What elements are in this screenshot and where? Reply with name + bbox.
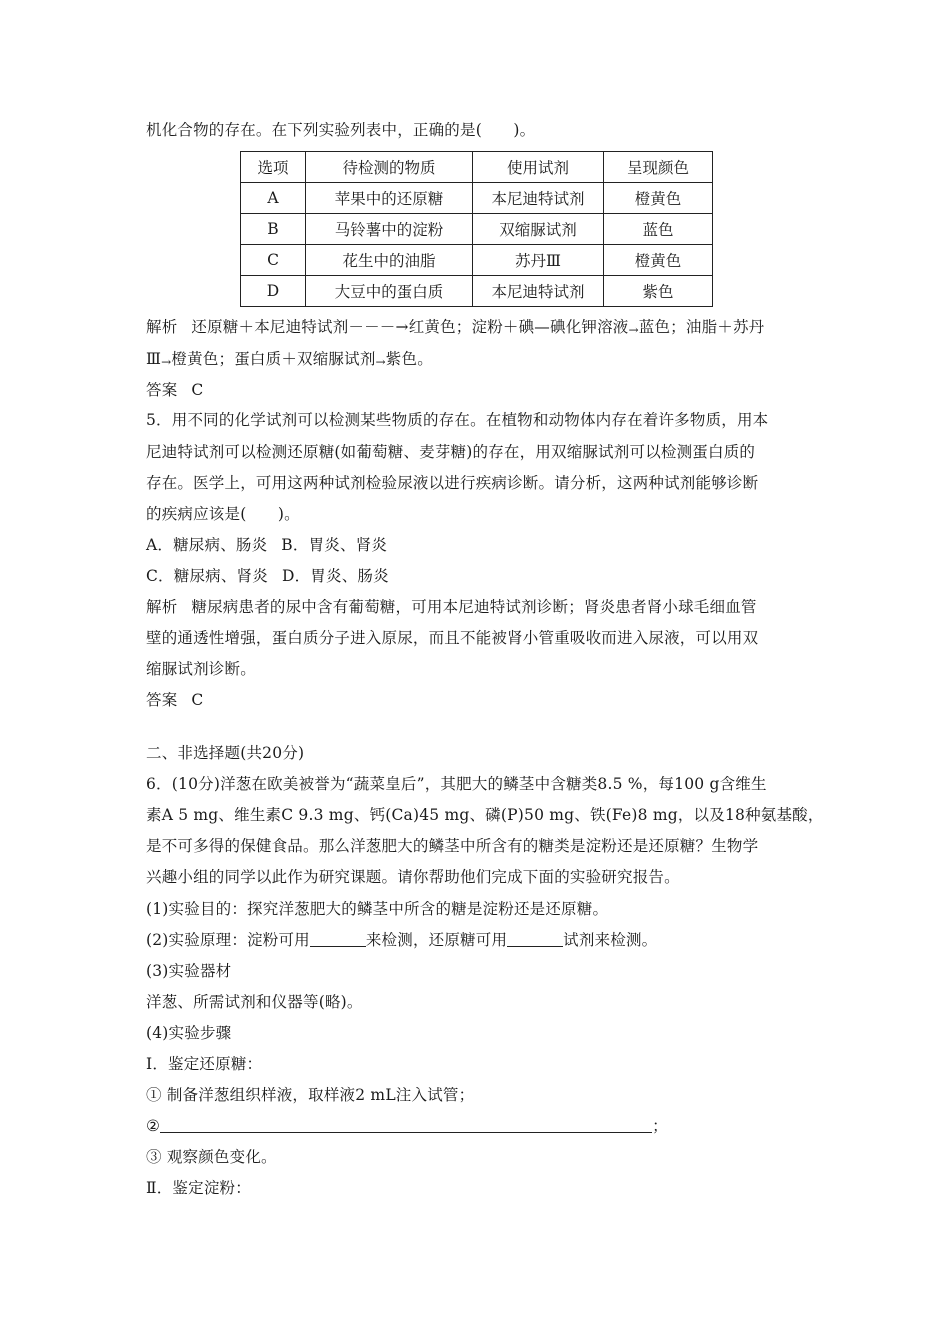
table-cell: 蓝色 [604, 214, 713, 245]
table-cell: 本尼迪特试剂 [473, 183, 604, 214]
table-cell: D [241, 276, 306, 307]
q4-analysis-line-1: 解析 还原糖＋本尼迪特试剂－－－→红黄色；淀粉＋碘—碘化钾溶液→蓝色；油脂＋苏丹 [146, 318, 765, 337]
table-header: 选项 [241, 152, 306, 183]
q6-steps-title: (4)实验步骤 [146, 1024, 232, 1042]
q6-principle: (2)实验原理：淀粉可用 来检测，还原糖可用 试剂来检测。 [146, 931, 658, 949]
table-cell: 苹果中的还原糖 [306, 183, 473, 214]
q6-step2-title: Ⅱ．鉴定淀粉： [146, 1179, 251, 1197]
q6-step1-3: ③ 观察颜色变化。 [146, 1148, 277, 1166]
answer-value: C [191, 381, 204, 399]
q6-step1-2: ② ； [146, 1117, 668, 1135]
answer-value: C [191, 691, 204, 709]
table-cell: 本尼迪特试剂 [473, 276, 604, 307]
table-header: 待检测的物质 [306, 152, 473, 183]
q6-text-line: 是不可多得的保健食品。那么洋葱肥大的鳞茎中所含有的糖类是淀粉还是还原糖？生物学 [146, 837, 759, 855]
table-cell: A [241, 183, 306, 214]
blank-field[interactable] [507, 932, 563, 947]
q5-text-line: 5．用不同的化学试剂可以检测某些物质的存在。在植物和动物体内存在着许多物质，用本 [146, 411, 769, 429]
q5-analysis-line: 解析 糖尿病患者的尿中含有葡萄糖，可用本尼迪特试剂诊断；肾炎患者肾小球毛细血管 [146, 598, 757, 616]
table-cell: 橙黄色 [604, 183, 713, 214]
q5-text-line: 存在。医学上，可用这两种试剂检验尿液以进行疾病诊断。请分析，这两种试剂能够诊断 [146, 474, 759, 492]
table-row [241, 214, 713, 245]
q6-text-line: 素A 5 mg、维生素C 9.3 mg、钙(Ca)45 mg、磷(P)50 mg、铁(Fe)8 mg，以及18种氨基酸， [146, 806, 824, 824]
q5-analysis-line: 壁的通透性增强，蛋白质分子进入原尿，而且不能被肾小管重吸收而进入尿液，可以用双 [146, 629, 759, 647]
table-cell: 苏丹Ⅲ [473, 245, 604, 276]
arrow-icon: → [395, 318, 409, 336]
q6-text-line: 6．(10分)洋葱在欧美被誉为“蔬菜皇后”，其肥大的鳞茎中含糖类8.5 %，每100 g含维生 [146, 775, 767, 793]
analysis-label: 解析 [146, 318, 178, 336]
blank-field[interactable] [310, 932, 366, 947]
blank-field[interactable] [160, 1118, 652, 1133]
table-header: 使用试剂 [473, 152, 604, 183]
arrow-icon: → [628, 323, 639, 337]
q5-analysis-line: 缩脲试剂诊断。 [146, 660, 256, 678]
q6-purpose: (1)实验目的：探究洋葱肥大的鳞茎中所含的糖是淀粉还是还原糖。 [146, 900, 609, 918]
table-cell: 双缩脲试剂 [473, 214, 604, 245]
table-cell: B [241, 214, 306, 245]
table-row [241, 276, 713, 307]
option-b: B．胃炎、肾炎 [281, 536, 388, 554]
q4-intro: 机化合物的存在。在下列实验列表中，正确的是( )。 [146, 121, 536, 139]
q5-options-ab [146, 535, 387, 555]
table-cell: 大豆中的蛋白质 [306, 276, 473, 307]
table-cell: 紫色 [604, 276, 713, 307]
q5-options-cd [146, 566, 389, 586]
experiment-table [240, 151, 713, 307]
table-cell: 花生中的油脂 [306, 245, 473, 276]
arrow-icon: → [161, 355, 172, 369]
q4-answer [146, 380, 203, 400]
q6-text-line: 兴趣小组的同学以此作为研究课题。请你帮助他们完成下面的实验研究报告。 [146, 868, 680, 886]
q6-step1-1: ① 制备洋葱组织样液，取样液2 mL注入试管； [146, 1086, 475, 1104]
table-row [241, 245, 713, 276]
q5-text-line: 的疾病应该是( )。 [146, 505, 300, 523]
q6-step1-title: Ⅰ．鉴定还原糖： [146, 1055, 263, 1073]
q5-answer [146, 690, 203, 710]
analysis-label: 解析 [146, 598, 178, 616]
table-row [241, 183, 713, 214]
answer-label: 答案 [146, 381, 178, 399]
q5-text-line: 尼迪特试剂可以检测还原糖(如葡萄糖、麦芽糖)的存在，用双缩脲试剂可以检测蛋白质的 [146, 443, 756, 461]
table-cell: C [241, 245, 306, 276]
section-title: 二、非选择题(共20分) [146, 744, 305, 762]
q4-analysis-line-2: Ⅲ→橙黄色；蛋白质＋双缩脲试剂→紫色。 [146, 350, 433, 369]
table-cell: 马铃薯中的淀粉 [306, 214, 473, 245]
table-header-row [241, 152, 713, 183]
table-cell: 橙黄色 [604, 245, 713, 276]
option-a: A．糖尿病、肠炎 [146, 536, 268, 554]
table-header: 呈现颜色 [604, 152, 713, 183]
option-c: C．糖尿病、肾炎 [146, 567, 268, 585]
option-d: D．胃炎、肠炎 [281, 567, 389, 585]
q6-equipment: 洋葱、所需试剂和仪器等(略)。 [146, 993, 363, 1011]
q6-equipment-title: (3)实验器材 [146, 962, 232, 980]
answer-label: 答案 [146, 691, 178, 709]
arrow-icon: → [375, 355, 386, 369]
